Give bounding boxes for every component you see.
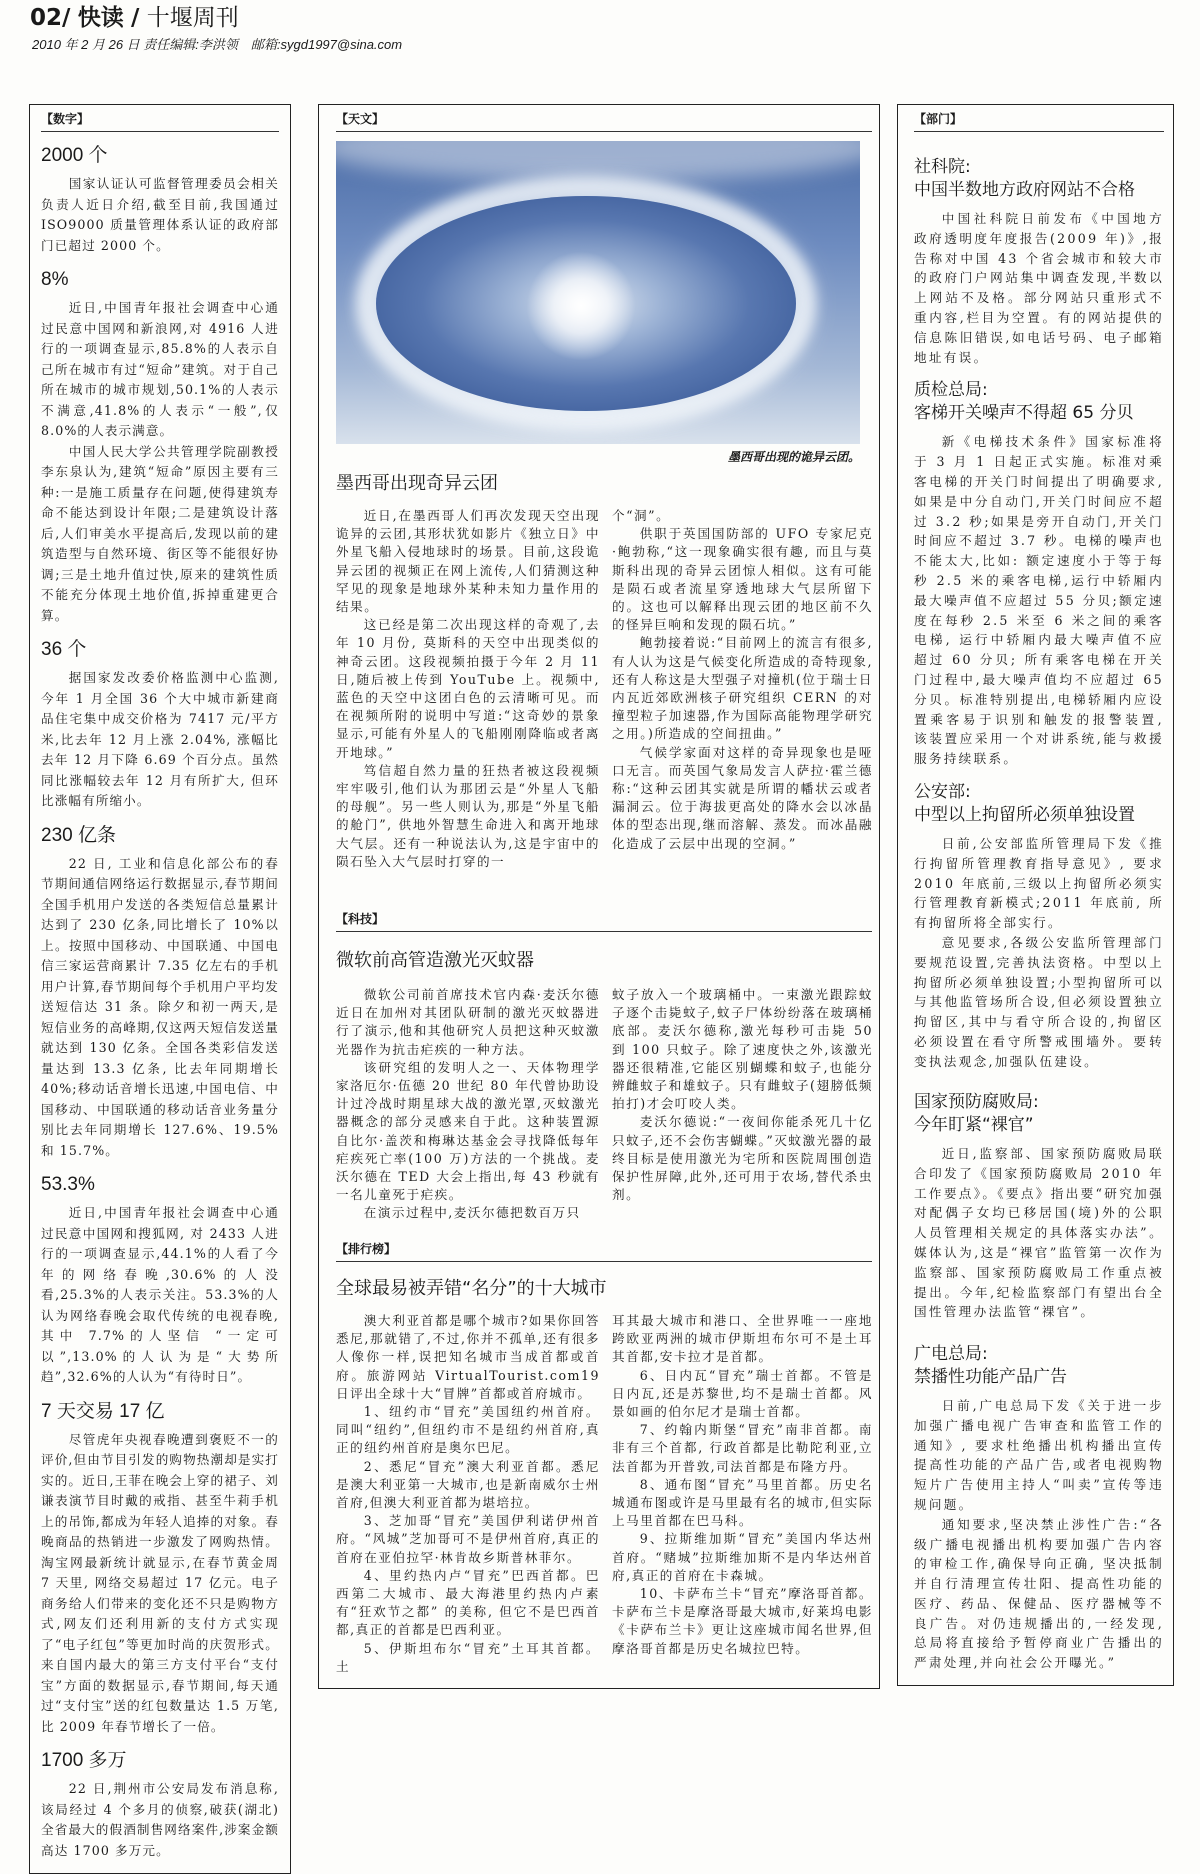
number-text: 尽管虎年央视春晚遭到褒贬不一的评价,但由节目引发的购物热潮却是实打实的。近日,王菲在晚会上穿的裙子、刘谦表演节目时戴的戒指、甚至牛莉手机上的吊饰,都成为年轻人追捧的对象。春晚商品的热销进一步激发了网购热情。淘宝网最新统计就显示,在春节黄金周 7 天里, 网络交易超过 17 亿元。电子商务给人们带来的变化还不只是购物方式,网友们还利用新的支付方式实现了“电子红包”等更加时尚的庆贺形式。来自国内最大的第三方支付平台“支付宝”方面的数据显示,春节期间,每天通过“支付宝”送的红包数量达 1.5 万笔,比 2009 年春节增长了一倍。 — [41, 1431, 279, 1734]
number-item — [41, 1388, 279, 1738]
article-paragraph: 供职于英国国防部的 UFO 专家尼克·鲍勃称,“这一现象确实很有趣, 而且与莫斯科出现的奇异云团惊人相似。这有可能是陨石或者流星穿透地球大气层所留下的。这也可以解释出现云团的地区前不久的怪异巨响和发现的陨石坑。” — [612, 526, 873, 633]
department-item — [914, 1079, 1164, 1331]
number-item — [41, 626, 279, 812]
section-label: 【科技】 — [336, 912, 385, 926]
department-name: 社科院: — [914, 157, 971, 177]
department-item — [914, 769, 1164, 1079]
number-item — [41, 1161, 279, 1388]
article-column-1 — [336, 1312, 600, 1676]
numbers-column — [29, 104, 291, 1874]
article-paragraph: 在演示过程中,麦沃尔德把数百万只 — [363, 1205, 581, 1221]
number-text: 近日,中国青年报社会调查中心通过民意中国网和搜狐网, 对 2433 人进行的一项调查显示,44.1%的人看了今年的网络春晚,30.6%的人没看,25.3%的人表示关注。53.3%的人认为网络春晚会取代传统的电视春晚, 其中 7.7%的人坚信 “一定可以”,13.0%的人认为是“大势所趋”,32.6%的人认为“有待时日”。 — [41, 1205, 279, 1384]
article-paragraph: 该研究组的发明人之一、天体物理学家洛厄尔·伍德 20 世纪 80 年代曾协助设计过冷战时期星球大战的激光罩,灭蚊激光器概念的部分灵感来自于此。这种装置源自比尔·盖茨和梅琳达基金会寻找降低每年疟疾死亡率(100 万)方法的一个挑战。麦沃尔德在 TED 大会上指出,每 43 秒就有一名儿童死于疟疾。 — [336, 1059, 600, 1203]
department-text: 日前,广电总局下发《关于进一步加强广播电视广告审查和监管工作的通知》, 要求杜绝播出机构播出宣传提高性功能的产品广告,或者电视购物短片广告使用主持人“叫卖”宣传等违规问题。 — [914, 1397, 1164, 1512]
department-title: 禁播性功能产品广告 — [914, 1366, 1067, 1387]
cloud-photo — [336, 141, 860, 444]
ranking-item: 8、通布图“冒充”马里首都。历史名城通布图或许是马里最有名的城市,但实际上马里首都在巴马科。 — [612, 1476, 873, 1529]
department-text: 通知要求,坚决禁止涉性广告:“各级广播电视播出机构要加强广告内容的审检工作,确保导向正确, 坚决抵制并自行清理宣传壮阳、提高性功能的医疗、药品、保健品、医疗器械等不良广告。对仍违规播出的,一经发现,总局将直接给予暂停商业广告播出的严肃处理,并向社会公开曝光。” — [914, 1516, 1164, 1671]
tech-section — [336, 895, 872, 1225]
department-text: 近日,监察部、国家预防腐败局联合印发了《国家预防腐败局 2010 年工作要点》。《要点》指出要“研究加强对配偶子女均已移居国(境)外的公职人员管理相关规定的具体落实办法”。媒体认为,这是“裸官”监管第一次作为监察部、国家预防腐败局工作重点被提出。今年,纪检监察部门有望出台全国性管理办法监管“裸官”。 — [914, 1145, 1164, 1320]
ranking-item: 1、纽约市“冒充”美国纽约州首府。同叫“纽约”,但纽约市不是纽约州首府,真正的纽约州首府是奥尔巴尼。 — [336, 1404, 600, 1456]
article-column-1 — [336, 986, 600, 1223]
ranking-item: 10、卡萨布兰卡“冒充”摩洛哥首都。卡萨布兰卡是摩洛哥最大城市,好莱坞电影《卡萨布兰卡》更让这座城市闻名世界,但摩洛哥首都是历史名城拉巴特。 — [612, 1586, 873, 1656]
article-paragraph: 个“洞”。 — [612, 508, 671, 523]
number-heading: 36 个 — [41, 639, 87, 660]
article-paragraph: 澳大利亚首都是哪个城市?如果你回答悉尼,那就错了,不过,你并不孤单,还有很多人像你一样,误把知名城市当成首都或首府。旅游网站 VirtualTourist.com19 日评出全球十大“冒牌”首都或首府城市。 — [336, 1313, 600, 1401]
department-name: 广电总局: — [914, 1343, 988, 1364]
article-paragraph: 麦沃尔德说:“一夜间你能杀死几十亿只蚊子,还不会伤害蝴蝶。”灭蚊激光器的最终目标是使用激光为宅所和医院周围创造保护性屏障,此外,还可用于农场,替代杀虫剂。 — [612, 1114, 873, 1203]
articles-column — [318, 104, 880, 1689]
article-column-1 — [336, 507, 600, 871]
department-item — [914, 132, 1164, 367]
photo-caption: 墨西哥出现的诡异云团。 — [727, 450, 860, 464]
department-text: 新《电梯技术条件》国家标准将于 3 月 1 日起正式实施。标准对乘客电梯的开关门时间提出了明确要求,如果是中分自动门,开关门时间应不超过 3.2 秒;如果是旁开自动门,开关门时间应不超过 3.7 秒。电梯的噪声也不能太大,比如: 额定速度小于等于每秒 2.5 米的乘客电梯,运行中轿厢内最大噪声值不应超过 55 分贝;额定速度在每秒 2.5 米至 6 米之间的乘客电梯, 运行中轿厢内最大噪声值不应超过 60 分贝; 所有乘客电梯在开关门过程中,最大噪声值均不应超过 65 分贝。标准特别提出,电梯轿厢内应设置乘客易于识别和触发的报警装置, 该装置应采用一个对讲系统,能与救援服务持续联系。 — [914, 434, 1164, 767]
department-text: 日前,公安部监所管理局下发《推行拘留所管理教育指导意见》, 要求 2010 年底前,三级以上拘留所必须实行管理教育新模式;2011 年底前, 所有拘留所将全部实行。 — [914, 835, 1164, 931]
number-heading: 230 亿条 — [41, 824, 116, 846]
number-heading: 8% — [41, 269, 69, 290]
number-heading: 7 天交易 17 亿 — [41, 1400, 165, 1422]
ranking-item: 2、悉尼“冒充”澳大利亚首都。悉尼是澳大利亚第一大城市,也是新南威尔士州首府,但澳大利亚首都为堪培拉。 — [336, 1458, 600, 1511]
departments-column — [897, 104, 1174, 1686]
article-column-2 — [612, 507, 873, 853]
number-text: 国家认证认可监督管理委员会相关负责人近日介绍,截至目前,我国通过 ISO9000 质量管理体系认证的政府部门已超过 2000 个。 — [41, 176, 279, 253]
number-text: 据国家发改委价格监测中心监测,今年 1 月全国 36 个大中城市新建商品住宅集中成交价格为 7417 元/平方米,比去年 12 月上涨 2.04%, 涨幅比去年 12 月下降 6.69 个百分点。虽然同比涨幅较去年 12 月有所扩大, 但环比涨幅有所缩小。 — [41, 670, 279, 808]
department-text: 意见要求,各级公安监所管理部门要规范设置,完善执法资格。中型以上拘留所必须单独设置;小型拘留所可以与其他监管场所合设,但必须设置独立拘留区,其中与看守所合设的,拘留区必须设置在看守所警戒围墙外。要转变执法观念,加强队伍建设。 — [914, 934, 1164, 1069]
department-title: 中国半数地方政府网站不合格 — [914, 180, 1135, 200]
number-heading: 2000 个 — [41, 145, 108, 166]
ranking-item: 6、日内瓦“冒充”瑞士首都。不管是日内瓦,还是苏黎世,均不是瑞士首都。风景如画的伯尔尼才是瑞士首都。 — [612, 1367, 873, 1420]
department-title: 今年盯紧“裸官” — [914, 1114, 1034, 1135]
article-paragraph: 鲍勃接着说:“目前网上的流言有很多,有人认为这是气候变化所造成的奇特现象,还有人称这是大型强子对撞机(位于瑞士日内瓦近郊欧洲核子研究组织 CERN 的对撞型粒子加速器,作为国际高能物理学研究之用。)所造成的空间扭曲。” — [612, 635, 873, 742]
department-item — [914, 367, 1164, 769]
article-paragraph: 气候学家面对这样的奇异现象也是哑口无言。而英国气象局发言人萨拉·霍兰德称:“这种云团其实就是所谓的幡状云或者漏洞云。位于海拔更高处的降水会以冰晶体的型态出现,继而溶解、蒸发。而冰晶融化造成了云层中出现的空洞。” — [612, 744, 873, 851]
article-column-2 — [612, 1312, 873, 1658]
number-item — [41, 1737, 279, 1861]
department-title: 客梯开关噪声不得超 65 分贝 — [914, 403, 1134, 424]
number-item — [41, 812, 279, 1162]
article-body — [336, 507, 872, 871]
article-headline: 全球最易被弄错“名分”的十大城市 — [336, 1278, 607, 1299]
article-headline: 墨西哥出现奇异云团 — [336, 473, 498, 494]
ranking-item: 4、里约热内卢“冒充”巴西首都。巴西第二大城市、最大海港里约热内卢素有“狂欢节之都” 的美称, 但它不是巴西首都,真正的首都是巴西利亚。 — [336, 1567, 600, 1638]
page-masthead — [30, 4, 239, 32]
article-paragraph: 这已经是第二次出现这样的奇观了,去年 10 月份, 莫斯科的天空中出现类似的神奇云团。这段视频拍摄于今年 2 月 11 日,随后被上传到 YouTube 上。视频中,蓝色的天空中这团白色的云清晰可见。而在视频所附的说明中写道:“这奇妙的景象显示,可能有外星人的飞船刚刚降临或者离开地球。” — [336, 617, 600, 760]
column-label: 【部门】 — [914, 112, 963, 126]
ranking-section — [336, 1225, 872, 1676]
column-label: 【数字】 — [41, 112, 90, 126]
ranking-item: 5、伊斯坦布尔“冒充”土耳其首都。土 — [336, 1640, 600, 1674]
department-name: 国家预防腐败局: — [914, 1091, 1039, 1112]
number-text: 中国人民大学公共管理学院副教授李东泉认为,建筑“短命”原因主要有三种:一是施工质量存在问题,使得建筑寿命不能达到设计年限;二是建筑设计落后,人们审美水平提高后,发现以前的建筑造型与自然环境、街区等不能很好协调;三是土地升值过快,原来的建筑性质不能充分体现土地价值,拆掉重建更合算。 — [41, 443, 279, 623]
article-paragraph: 微软公司前首席技术官内森·麦沃尔德近日在加州对其团队研制的激光灭蚊器进行了演示,他和其他研究人员把这种灭蚊激光器作为抗击疟疾的一种方法。 — [336, 987, 600, 1057]
ranking-item: 7、约翰内斯堡“冒充”南非首都。南非有三个首都, 行政首都是比勒陀利亚,立法首都为开普敦,司法首都是布隆方丹。 — [612, 1422, 873, 1474]
article-body — [336, 1312, 872, 1676]
section-label-bar — [336, 105, 872, 132]
number-heading: 53.3% — [41, 1174, 95, 1195]
number-text: 22 日, 工业和信息化部公布的春节期间通信网络运行数据显示,春节期间全国手机用户发送的各类短信总量累计达到了 230 亿条,同比增长了 10%以上。按照中国移动、中国联通、中国电信三家运营商累计 7.35 亿左右的手机用户计算,春节期间每个手机用户平均发送短信达 31 条。除夕和初一两天,是短信业务的高峰期,仅这两天短信发送量就达到 130 亿条。全国各类彩信发送量达到 13.3 亿条, 比去年同期增长 40%;移动话音增长迅速,中国电信、中国移动、中国联通的移动话音业务量分别比去年同期增长 127.6%、19.5%和 15.7%。 — [41, 855, 279, 1158]
article-column-2 — [612, 986, 873, 1204]
number-heading: 1700 多万 — [41, 1750, 127, 1771]
masthead-separator: / — [131, 5, 140, 31]
section-label-bar — [336, 905, 872, 932]
department-text: 中国社科院日前发布《中国地方政府透明度年度报告(2009 年)》,报告称对中国 43 个省会城市和较大市的政府门户网站集中调查发现,半数以上网站不及格。部分网站只重形式不重内容,栏目为空置。有的网站提供的信息陈旧错误,如电话号码、电子邮箱地址有误。 — [914, 211, 1164, 365]
number-text: 22 日,荆州市公安局发布消息称,该局经过 4 个多月的侦察,破获(湖北)全省最大的假酒制售网络案件,涉案金额高达 1700 多万元。 — [41, 1781, 279, 1858]
section-label: 【天文】 — [336, 112, 385, 126]
astronomy-section — [336, 105, 872, 895]
column-label-bar — [914, 105, 1164, 132]
article-paragraph: 近日,在墨西哥人们再次发现天空出现诡异的云团,其形状犹如影片《独立日》中外星飞船入侵地球时的场景。目前,这段诡异云团的视频正在网上流传,人们猜测这种罕见的现象是地球外某种未知力量作用的结果。 — [336, 508, 600, 615]
section-label-bar — [336, 1235, 872, 1262]
article-headline: 微软前高管造激光灭蚊器 — [336, 950, 534, 971]
department-title: 中型以上拘留所必须单独设置 — [914, 804, 1135, 825]
paper-name: 十堰周刊 — [146, 5, 239, 31]
ranking-item: 耳其最大城市和港口、全世界唯一一座地跨欧亚两洲的城市伊斯坦布尔可不是土耳其首都,安卡拉才是首都。 — [612, 1313, 873, 1365]
section-name: 快读 — [77, 5, 124, 31]
article-paragraph: 蚊子放入一个玻璃桶中。一束激光跟踪蚊子逐个击毙蚊子,蚊子尸体纷纷落在玻璃桶底部。麦沃尔德称,激光每秒可击毙 50 到 100 只蚊子。除了速度快之外,该激光器还很精准,它能区别蝴蝶和蚊子,也能分辨雌蚊子和雄蚊子。只有雌蚊子(翅膀低频拍打)才会叮咬人类。 — [612, 987, 873, 1112]
article-paragraph: 笃信超自然力量的狂热者被这段视频牢牢吸引,他们认为那团云是“外星人飞船的母舰”。另一些人则认为,那是“外星飞船的舱门”, 供地外智慧生命进入和离开地球大气层。还有一种说法认为,这是宇宙中的陨石坠入大气层时打穿的一 — [336, 762, 600, 869]
section-label: 【排行榜】 — [336, 1242, 397, 1256]
number-item — [41, 132, 279, 256]
department-name: 公安部: — [914, 781, 971, 802]
column-label-bar — [41, 105, 279, 132]
date-editor-line: 2010 年 2 月 26 日 责任编辑:李洪领 邮箱:sygd1997@sina.com — [32, 37, 403, 52]
number-text: 近日,中国青年报社会调查中心通过民意中国网和新浪网,对 4916 人进行的一项调查显示,85.8%的人表示自己所在城市有过“短命”建筑。对于自己所在城市的城市规划,50.1%的人表示不满意,41.8%的人表示“一般”,仅 8.0%的人表示满意。 — [41, 300, 279, 438]
department-item — [914, 1331, 1164, 1673]
number-item — [41, 256, 279, 626]
article-body — [336, 986, 872, 1223]
department-name: 质检总局: — [914, 380, 988, 401]
ranking-item: 3、芝加哥“冒充”美国伊利诺伊州首府。“风城”芝加哥可不是伊州首府,真正的首府在亚伯拉罕·林肯故乡斯普林菲尔。 — [336, 1513, 600, 1565]
ranking-item: 9、拉斯维加斯“冒充”美国内华达州首府。“赌城”拉斯维加斯不是内华达州首府,真正的首府在卡森城。 — [612, 1531, 873, 1583]
page-number: 02/ — [30, 5, 71, 31]
